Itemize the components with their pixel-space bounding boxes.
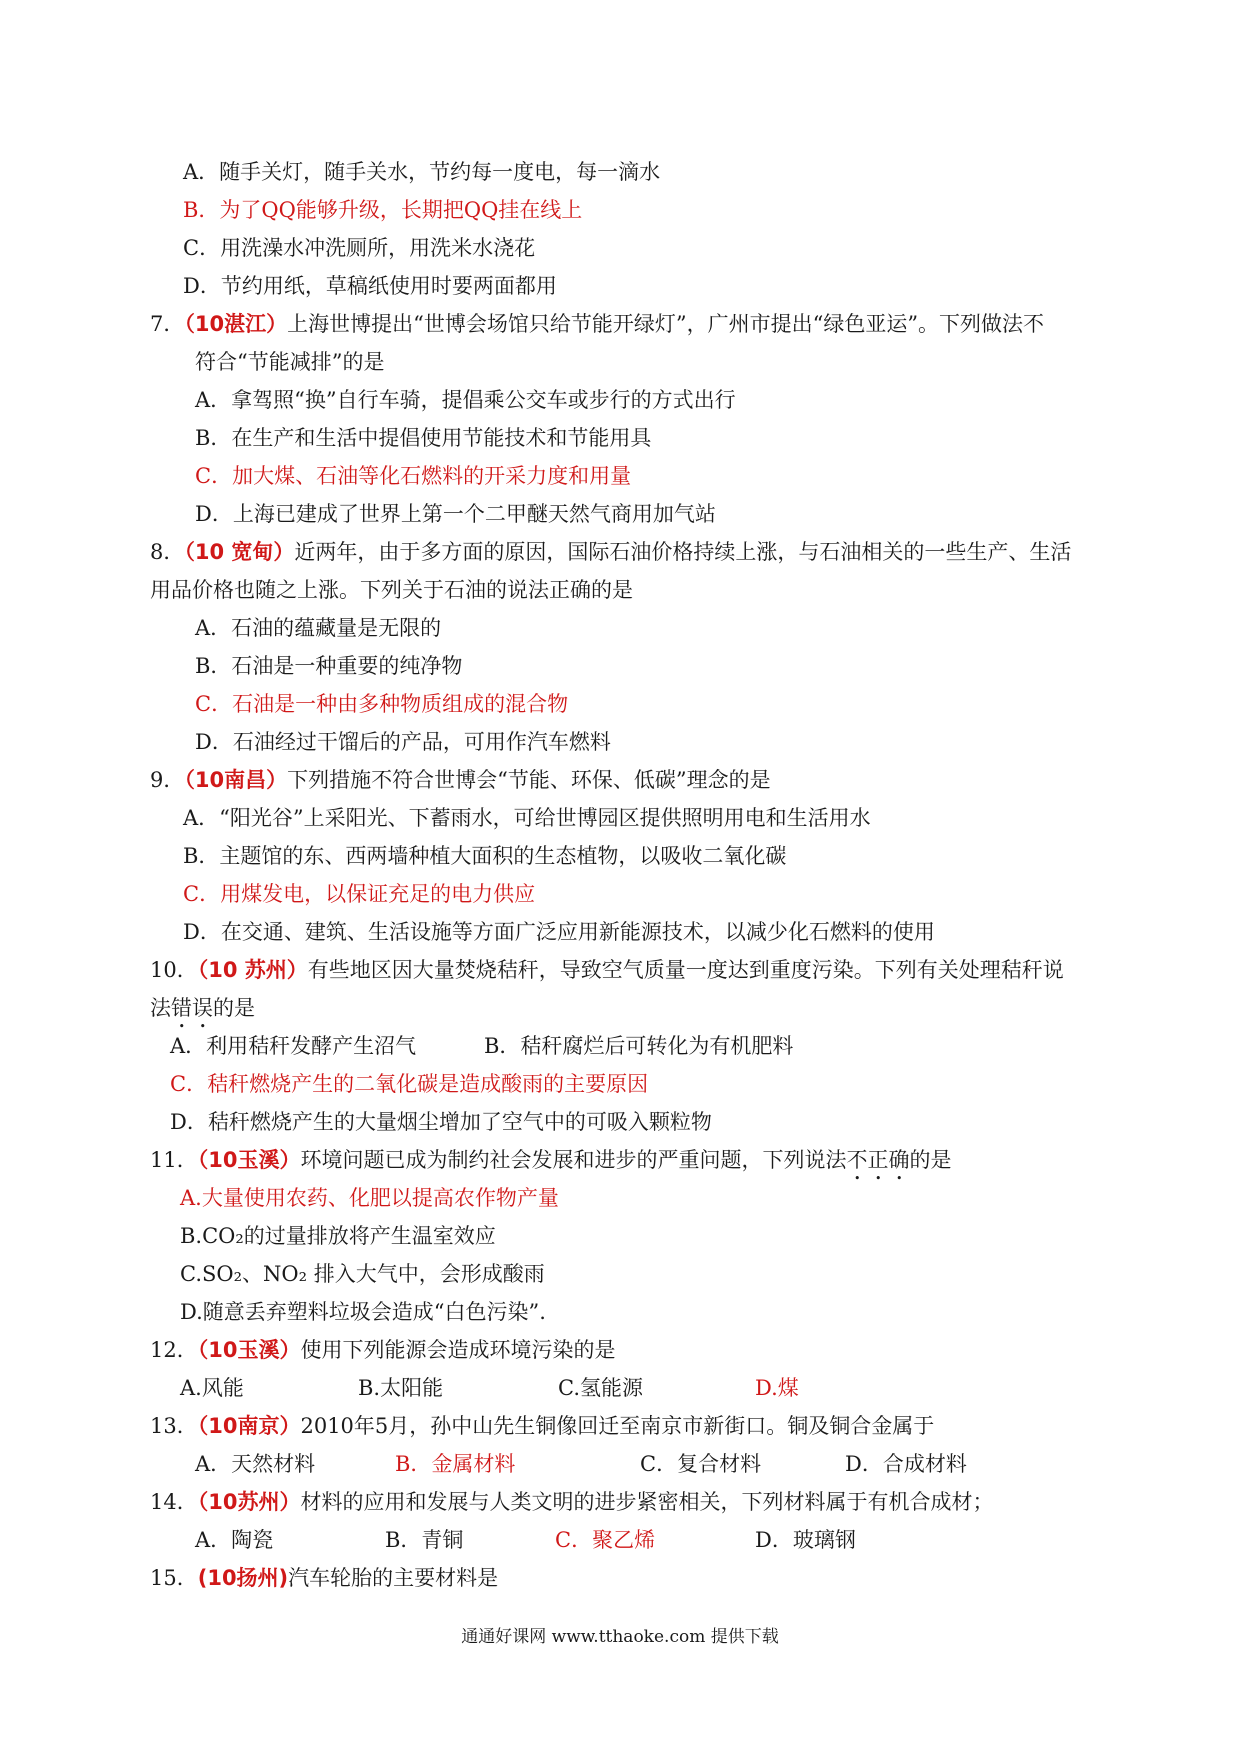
q12-option-b: B.太阳能 [358,1376,444,1400]
q10-option-d: D．秸秆燃烧产生的大量烟尘增加了空气中的可吸入颗粒物 [170,1110,712,1134]
q14-options-row [195,1526,1095,1554]
q14-option-a: A．陶瓷 [195,1528,274,1552]
q14-stem-text: 材料的应用和发展与人类文明的进步紧密相关，下列材料属于有机合成材； [300,1490,994,1514]
q15-stem-line1 [150,1564,498,1592]
q8-source: （10 宽甸） [184,540,295,564]
q7-option-a: A．拿驾照“换”自行车骑，提倡乘公交车或步行的方式出行 [195,388,736,412]
q10-stem-part-a: 法 [150,996,171,1020]
q13-option-c: C．复合材料 [640,1452,762,1476]
q10-option-a: A．利用秸秆发酵产生沼气 [170,1034,417,1058]
q12-option-c: C.氢能源 [558,1376,643,1400]
q7-stem-line1 [150,310,1044,338]
q12-option-d: D.煤 [755,1376,799,1400]
q11-stem-part-a: 环境问题已成为制约社会发展和进步的严重问题，下列说法 [300,1148,847,1172]
q11-option-c: C.SO₂、NO₂ 排入大气中，会形成酸雨 [180,1262,545,1286]
q6-option-d: D．节约用纸，草稿纸使用时要两面都用 [183,274,557,298]
q10-stem-line2 [150,994,255,1033]
q11-option-d: D.随意丢弃塑料垃圾会造成“白色污染”. [180,1300,546,1324]
q14-source: （10苏州） [197,1490,301,1514]
q8-stem-text: 近两年，由于多方面的原因，国际石油价格持续上涨，与石油相关的一些生产、生活 [294,540,1072,564]
q8-option-d: D．石油经过干馏后的产品，可用作汽车燃料 [195,730,611,754]
q13-source: （10南京） [197,1414,301,1438]
q7-source: （10湛江） [184,312,288,336]
q12-stem-text: 使用下列能源会造成环境污染的是 [300,1338,616,1362]
q8-stem-line2: 用品价格也随之上涨。下列关于石油的说法正确的是 [150,578,633,602]
q13-stem-text: 2010年5月，孙中山先生铜像回迁至南京市新街口。铜及铜合金属于 [300,1414,935,1438]
q10-options-row-1 [170,1032,1070,1060]
q9-source: （10南昌） [184,768,288,792]
q12-stem-line1 [150,1336,615,1364]
q14-option-d: D．玻璃钢 [755,1528,856,1552]
q6-option-c: C．用洗澡水冲洗厕所，用洗米水浇花 [183,236,536,260]
q15-number: 15． [150,1566,198,1590]
q12-option-a: A.风能 [180,1376,244,1400]
q6-option-a: A．随手关灯，随手关水，节约每一度电，每一滴水 [183,160,661,184]
q7-option-b: B．在生产和生活中提倡使用节能技术和节能用具 [195,426,652,450]
q7-stem-text: 上海世博提出“世博会场馆只给节能开绿灯”，广州市提出“绿色亚运”。下列做法不 [287,312,1045,336]
q11-stem-part-c: 的是 [909,1148,952,1172]
q8-number: 8． [150,540,185,564]
q9-option-b: B．主题馆的东、西两墙种植大面积的生态植物，以吸收二氧化碳 [183,844,787,868]
q10-stem-line1 [150,956,1064,984]
q9-option-d: D．在交通、建筑、生活设施等方面广泛应用新能源技术，以减少化石燃料的使用 [183,920,935,944]
q12-options-row [180,1374,1080,1402]
q10-number: 10． [150,958,198,982]
q11-number: 11． [150,1148,198,1172]
q14-number: 14． [150,1490,198,1514]
q10-option-b: B．秸秆腐烂后可转化为有机肥料 [484,1034,794,1058]
q8-stem-line1 [150,538,1071,566]
q7-option-d: D．上海已建成了世界上第一个二甲醚天然气商用加气站 [195,502,716,526]
q11-stem-emphasis: 不正确 [846,1148,910,1172]
q7-option-c: C．加大煤、石油等化石燃料的开采力度和用量 [195,464,632,488]
q13-option-b: B．金属材料 [395,1452,516,1476]
q9-stem-text: 下列措施不符合世博会“节能、环保、低碳”理念的是 [287,768,771,792]
q11-source: （10玉溪） [197,1148,301,1172]
q10-stem-text: 有些地区因大量焚烧秸秆，导致空气质量一度达到重度污染。下列有关处理秸秆说 [307,958,1064,982]
page-footer: 通通好课网 www.tthaoke.com 提供下载 [461,1627,779,1647]
q12-number: 12． [150,1338,198,1362]
q15-stem-text: 汽车轮胎的主要材料是 [288,1566,499,1590]
q7-number: 7． [150,312,185,336]
q11-option-b: B.CO₂的过量排放将产生温室效应 [180,1224,496,1248]
q9-option-a: A．“阳光谷”上采阳光、下蓄雨水，可给世博园区提供照明用电和生活用水 [183,806,871,830]
q13-option-a: A．天然材料 [195,1452,316,1476]
q9-number: 9． [150,768,185,792]
q6-option-b: B．为了QQ能够升级，长期把QQ挂在线上 [183,198,583,222]
q13-options-row [195,1450,1095,1478]
q9-option-c: C．用煤发电，以保证充足的电力供应 [183,882,536,906]
q13-number: 13． [150,1414,198,1438]
q13-option-d: D．合成材料 [845,1452,967,1476]
q7-stem-line2: 符合“节能减排”的是 [195,350,385,374]
q13-stem-line1 [150,1412,934,1440]
q14-stem-line1 [150,1488,993,1516]
q10-stem-part-c: 的是 [213,996,255,1020]
q8-option-b: B．石油是一种重要的纯净物 [195,654,463,678]
q8-option-a: A．石油的蕴藏量是无限的 [195,616,442,640]
q9-stem-line1 [150,766,771,794]
q10-stem-emphasis: 错误 [171,996,213,1020]
q8-option-c: C．石油是一种由多种物质组成的混合物 [195,692,569,716]
q10-source: （10 苏州） [197,958,308,982]
q12-source: （10玉溪） [197,1338,301,1362]
q11-option-a: A.大量使用农药、化肥以提高农作物产量 [180,1186,559,1210]
q14-option-b: B．青铜 [385,1528,464,1552]
q15-source: (10扬州) [197,1566,289,1590]
q14-option-c: C．聚乙烯 [555,1528,656,1552]
q10-option-c: C．秸秆燃烧产生的二氧化碳是造成酸雨的主要原因 [170,1072,649,1096]
q11-stem-line1 [150,1146,951,1185]
